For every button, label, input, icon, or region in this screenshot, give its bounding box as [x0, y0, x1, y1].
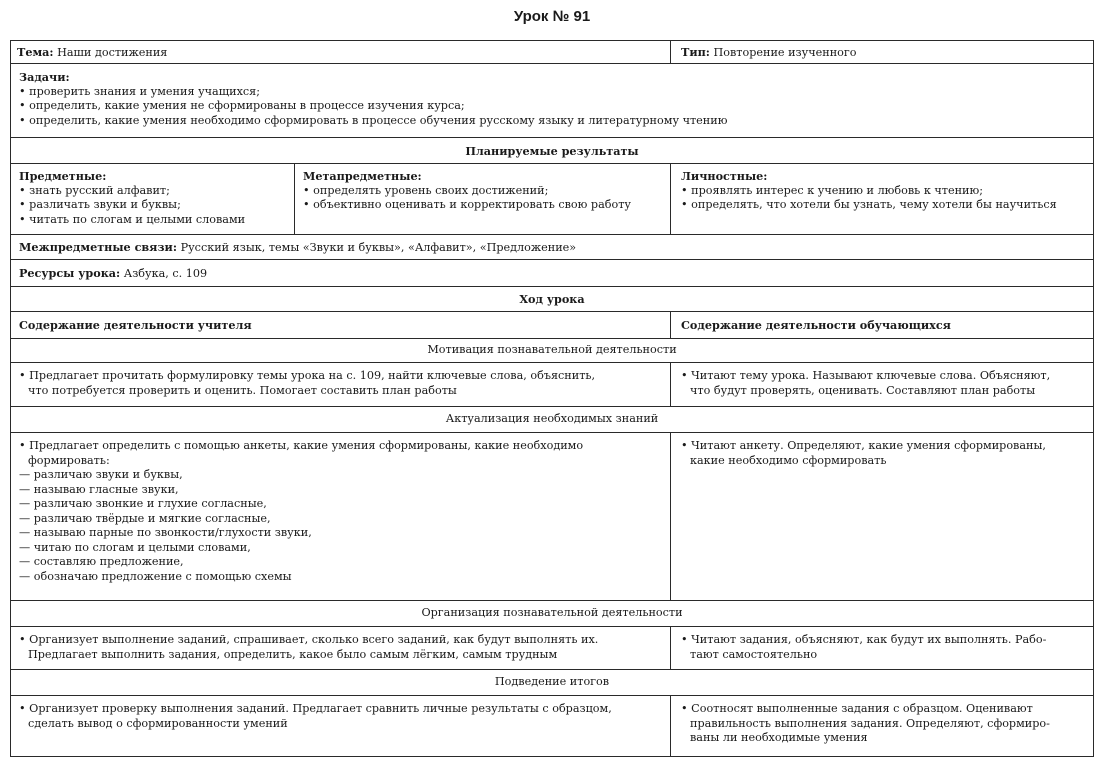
teacher-text-line: сделать вывод о сформированности умений	[28, 716, 288, 730]
teacher-text-line: что потребуется проверить и оценить. Помогает составить план работы	[28, 383, 457, 397]
subject-results-label: Предметные:	[19, 169, 107, 183]
personal-result-item: • определять, что хотели бы узнать, чему хотели бы научиться	[681, 198, 1057, 213]
stage-teacher-cell	[10, 432, 671, 601]
skill-list-item: — обозначаю предложение с помощью схемы	[19, 570, 312, 585]
teacher-col-header	[10, 311, 671, 339]
subject-result-item: • различать звуки и буквы;	[19, 198, 245, 213]
teacher-col-title: Содержание деятельности учителя	[19, 318, 252, 332]
lesson-flow-title: Ход урока	[519, 292, 585, 306]
meta-result-item: • определять уровень своих достижений;	[303, 184, 631, 199]
skill-list-item: — называю гласные звуки,	[19, 483, 312, 498]
student-text-line: какие необходимо сформировать	[690, 453, 887, 467]
meta-results-cell	[294, 163, 671, 235]
student-col-title: Содержание деятельности обучающихся	[681, 318, 951, 332]
stage-header	[10, 406, 1094, 433]
interdisciplinary-value: Русский язык, темы «Звуки и буквы», «Алфавит», «Предложение»	[180, 241, 577, 254]
stage-header	[10, 338, 1094, 363]
student-text-line: правильность выполнения задания. Определяют, сформиро-	[690, 716, 1050, 730]
task-item: • проверить знания и умения учащихся;	[19, 85, 727, 100]
tasks-cell	[10, 63, 1094, 138]
page-title: Урок № 91	[513, 8, 591, 25]
type-label: Тип:	[681, 45, 710, 59]
student-text-line: ваны ли необходимые умения	[690, 731, 868, 744]
student-text-line: что будут проверять, оценивать. Составляют план работы	[690, 383, 1036, 397]
subject-result-item: • знать русский алфавит;	[19, 184, 245, 199]
stage-title: Организация познавательной деятельности	[421, 606, 683, 619]
teacher-text-line: • Предлагает прочитать формулировку темы урока на с. 109, найти ключевые слова, объяснить,	[19, 369, 596, 382]
stage-student-cell	[670, 432, 1094, 601]
stage-teacher-cell	[10, 626, 671, 670]
skill-list-item: — составляю предложение,	[19, 555, 312, 570]
teacher-text-line: • Организует выполнение заданий, спрашивает, сколько всего заданий, как будут выполнять их.	[19, 633, 599, 646]
type-cell	[670, 40, 1094, 64]
personal-results-label: Личностные:	[681, 169, 768, 183]
teacher-text-line: формировать:	[28, 453, 110, 467]
tasks-label: Задачи:	[19, 70, 70, 84]
stage-teacher-cell	[10, 695, 671, 757]
student-text-line: тают самостоятельно	[690, 647, 818, 661]
task-item: • определить, какие умения необходимо сформировать в процессе обучения русскому языку и литературному чтению	[19, 114, 727, 129]
task-item: • определить, какие умения не сформированы в процессе изучения курса;	[19, 99, 727, 114]
stage-title: Мотивация познавательной деятельности	[427, 343, 677, 356]
skill-list-item: — различаю звуки и буквы,	[19, 468, 312, 483]
topic-label: Тема:	[17, 45, 54, 59]
meta-result-item: • объективно оценивать и корректировать свою работу	[303, 198, 631, 213]
personal-results-cell	[670, 163, 1094, 235]
subject-results-cell	[10, 163, 295, 235]
skill-list-item: — различаю звонкие и глухие согласные,	[19, 497, 312, 512]
topic-value: Наши достижения	[57, 46, 168, 59]
student-text-line: • Читают анкету. Определяют, какие умения сформированы,	[681, 439, 1046, 452]
planned-results-header	[10, 137, 1094, 164]
stage-student-cell	[670, 362, 1094, 407]
student-text-line: • Соотносят выполненные задания с образцом. Оценивают	[681, 702, 1033, 715]
teacher-text-line: • Организует проверку выполнения заданий. Предлагает сравнить личные результаты с образцом,	[19, 702, 612, 715]
stage-header	[10, 669, 1094, 696]
type-value: Повторение изученного	[713, 46, 857, 59]
student-col-header	[670, 311, 1094, 339]
resources-value: Азбука, с. 109	[123, 267, 208, 280]
teacher-text-line: • Предлагает определить с помощью анкеты, какие умения сформированы, какие необходимо	[19, 439, 584, 452]
skill-list-item: — читаю по слогам и целыми словами,	[19, 541, 312, 556]
interdisciplinary-label: Межпредметные связи:	[19, 240, 177, 254]
personal-result-item: • проявлять интерес к учению и любовь к чтению;	[681, 184, 1057, 199]
resources-label: Ресурсы урока:	[19, 266, 121, 280]
student-text-line: • Читают тему урока. Называют ключевые слова. Объясняют,	[681, 369, 1051, 382]
meta-results-label: Метапредметные:	[303, 169, 422, 183]
stage-title: Подведение итогов	[494, 675, 610, 688]
resources-cell	[10, 259, 1094, 287]
stage-header	[10, 600, 1094, 627]
student-text-line: • Читают задания, объясняют, как будут их выполнять. Рабо-	[681, 633, 1047, 646]
subject-result-item: • читать по слогам и целыми словами	[19, 213, 245, 228]
skill-list-item: — различаю твёрдые и мягкие согласные,	[19, 512, 312, 527]
stage-student-cell	[670, 695, 1094, 757]
stage-student-cell	[670, 626, 1094, 670]
lesson-flow-header	[10, 286, 1094, 312]
interdisciplinary-cell	[10, 234, 1094, 260]
skill-list-item: — называю парные по звонкости/глухости звуки,	[19, 526, 312, 541]
topic-cell	[10, 40, 671, 64]
stage-title: Актуализация необходимых знаний	[445, 412, 659, 425]
planned-results-title: Планируемые результаты	[465, 144, 639, 158]
stage-teacher-cell	[10, 362, 671, 407]
teacher-text-line: Предлагает выполнить задания, определить, какое было самым лёгким, самым трудным	[28, 647, 558, 661]
